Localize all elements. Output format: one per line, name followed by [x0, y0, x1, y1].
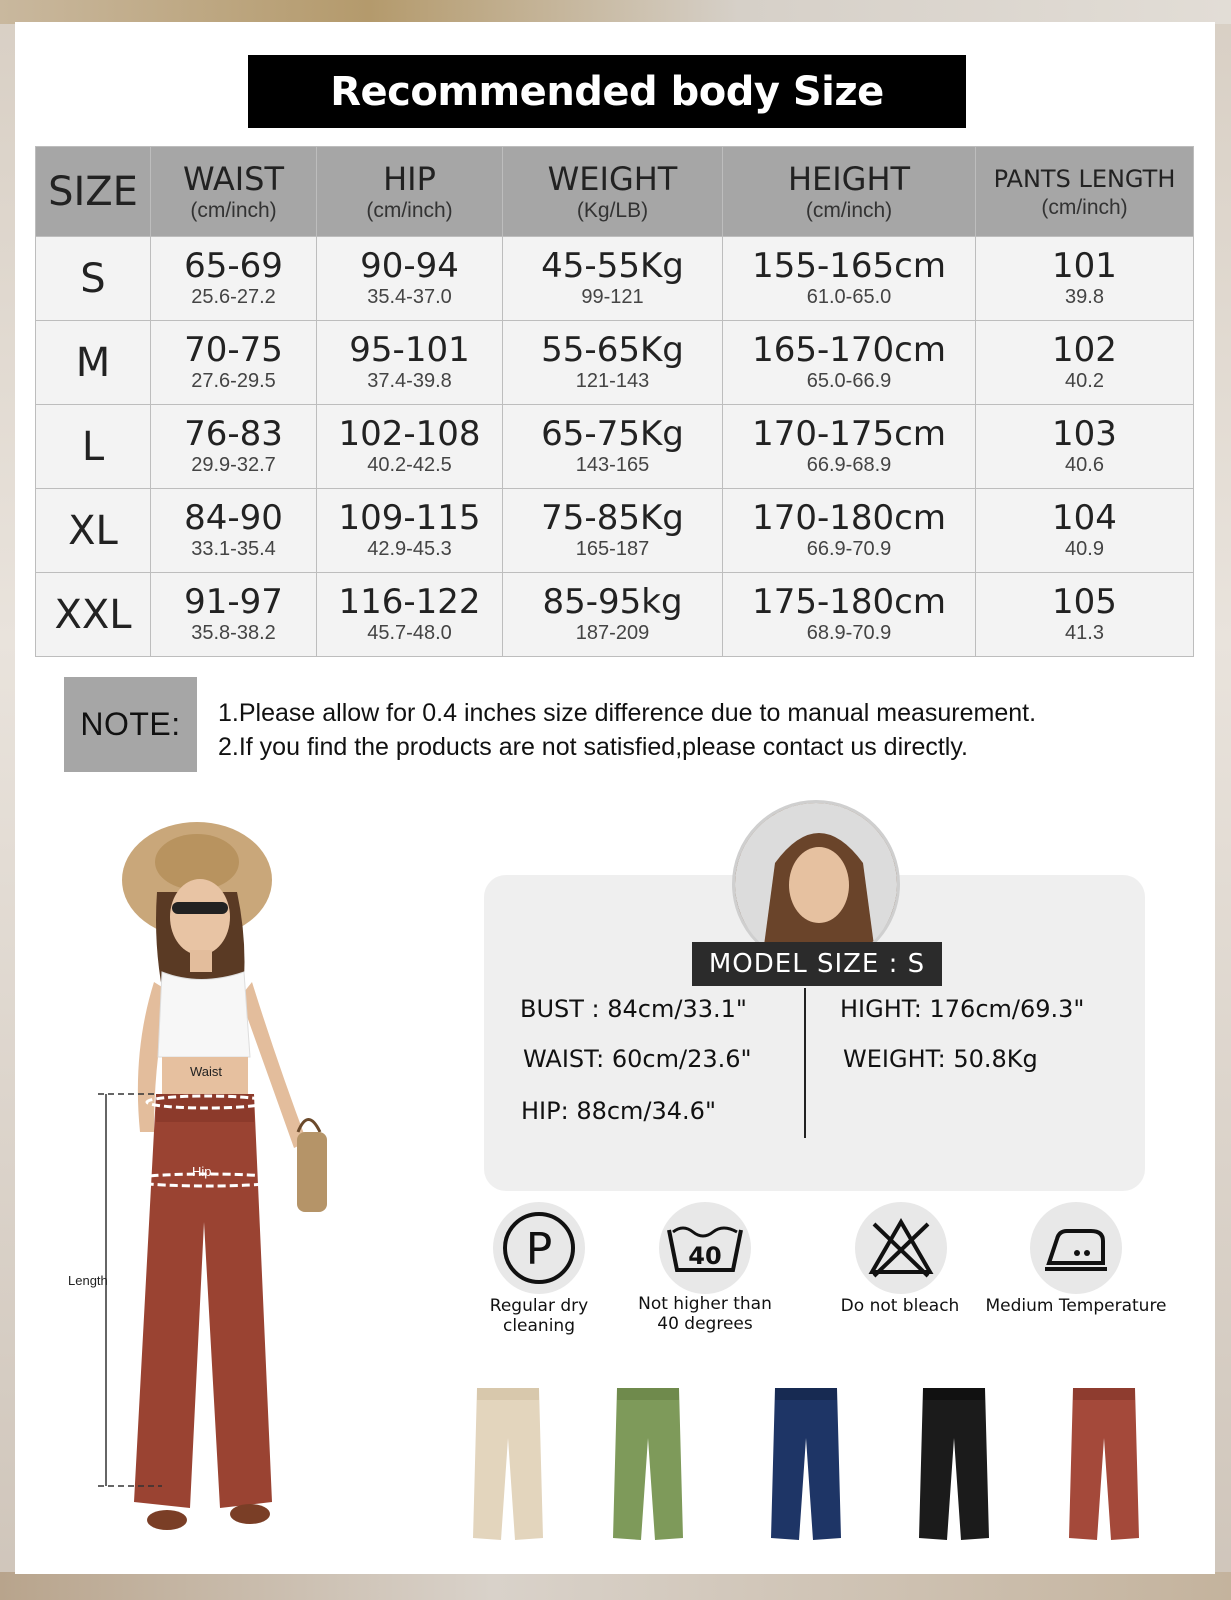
- size-table: [35, 146, 1194, 657]
- weight-cell: 85-95kg 187-209: [503, 573, 723, 657]
- weight-cell: 75-85Kg 165-187: [503, 489, 723, 573]
- care-label-bleach: Do not bleach: [840, 1296, 960, 1316]
- weight-cell: 65-75Kg 143-165: [503, 405, 723, 489]
- hip-mark-label: Hip: [192, 1164, 212, 1179]
- length-cell: 103 40.6: [976, 405, 1194, 489]
- care-label-wash: Not higher than 40 degrees: [638, 1294, 772, 1334]
- iron-medium-icon: [1030, 1202, 1122, 1294]
- header-hip: HIP (cm/inch): [317, 147, 503, 237]
- size-cell: L: [36, 405, 151, 489]
- hip-cell: 109-115 42.9-45.3: [317, 489, 503, 573]
- note-line-1: 1.Please allow for 0.4 inches size difference due to manual measurement.: [218, 699, 1037, 727]
- swatch-beige[interactable]: [471, 1388, 545, 1544]
- table-row: [36, 489, 1194, 573]
- header-weight: WEIGHT (Kg/LB): [503, 147, 723, 237]
- page-title: Recommended body Size: [248, 55, 966, 128]
- table-header-row: [36, 147, 1194, 237]
- height-cell: 175-180cm 68.9-70.9: [723, 573, 976, 657]
- model-photo: [62, 802, 372, 1560]
- no-bleach-icon: [855, 1202, 947, 1294]
- dry-clean-icon: [493, 1202, 585, 1294]
- size-cell: XL: [36, 489, 151, 573]
- hip-cell: 95-101 37.4-39.8: [317, 321, 503, 405]
- note-label: NOTE:: [64, 677, 197, 772]
- swatch-green[interactable]: [611, 1388, 685, 1544]
- length-cell: 102 40.2: [976, 321, 1194, 405]
- length-mark-label: Length: [68, 1273, 108, 1288]
- wash-40-icon: [659, 1202, 751, 1294]
- background-bottom: [0, 1572, 1231, 1600]
- swatch-rust[interactable]: [1067, 1388, 1141, 1544]
- header-height: HEIGHT (cm/inch): [723, 147, 976, 237]
- table-row: [36, 573, 1194, 657]
- height-cell: 155-165cm 61.0-65.0: [723, 237, 976, 321]
- size-cell: S: [36, 237, 151, 321]
- weight-cell: 45-55Kg 99-121: [503, 237, 723, 321]
- model-hip: HIP: 88cm/34.6": [521, 1097, 716, 1125]
- size-cell: XXL: [36, 573, 151, 657]
- table-row: [36, 237, 1194, 321]
- care-label-iron: Medium Temperature: [985, 1296, 1167, 1316]
- model-size-tag: MODEL SIZE : S: [692, 942, 942, 986]
- header-pants-length: PANTS LENGTH (cm/inch): [976, 147, 1194, 237]
- hip-cell: 116-122 45.7-48.0: [317, 573, 503, 657]
- swatch-navy[interactable]: [769, 1388, 843, 1544]
- length-cell: 104 40.9: [976, 489, 1194, 573]
- header-size: SIZE: [36, 147, 151, 237]
- length-cell: 101 39.8: [976, 237, 1194, 321]
- table-row: [36, 321, 1194, 405]
- height-cell: 165-170cm 65.0-66.9: [723, 321, 976, 405]
- wash-40-badge: 40: [688, 1242, 722, 1270]
- care-label-dry-clean: Regular dry cleaning: [489, 1296, 589, 1336]
- note-text: [218, 696, 1036, 764]
- table-row: [36, 405, 1194, 489]
- swatch-black[interactable]: [917, 1388, 991, 1544]
- hip-cell: 90-94 35.4-37.0: [317, 237, 503, 321]
- model-bust: BUST : 84cm/33.1": [520, 995, 747, 1023]
- length-cell: 105 41.3: [976, 573, 1194, 657]
- model-waist: WAIST: 60cm/23.6": [523, 1045, 752, 1073]
- note-line-2: 2.If you find the products are not satisfied,please contact us directly.: [218, 733, 968, 761]
- size-chart-card: [15, 22, 1215, 1574]
- waist-cell: 70-75 27.6-29.5: [151, 321, 317, 405]
- waist-cell: 91-97 35.8-38.2: [151, 573, 317, 657]
- height-cell: 170-180cm 66.9-70.9: [723, 489, 976, 573]
- size-cell: M: [36, 321, 151, 405]
- header-waist: WAIST (cm/inch): [151, 147, 317, 237]
- background-top: [0, 0, 1231, 24]
- weight-cell: 55-65Kg 121-143: [503, 321, 723, 405]
- waist-cell: 76-83 29.9-32.7: [151, 405, 317, 489]
- waist-cell: 65-69 25.6-27.2: [151, 237, 317, 321]
- model-height: HIGHT: 176cm/69.3": [840, 995, 1085, 1023]
- hip-cell: 102-108 40.2-42.5: [317, 405, 503, 489]
- waist-cell: 84-90 33.1-35.4: [151, 489, 317, 573]
- model-divider: [804, 988, 806, 1138]
- svg-text:P: P: [525, 1224, 553, 1275]
- model-weight: WEIGHT: 50.8Kg: [843, 1045, 1038, 1073]
- height-cell: 170-175cm 66.9-68.9: [723, 405, 976, 489]
- waist-mark-label: Waist: [190, 1064, 223, 1079]
